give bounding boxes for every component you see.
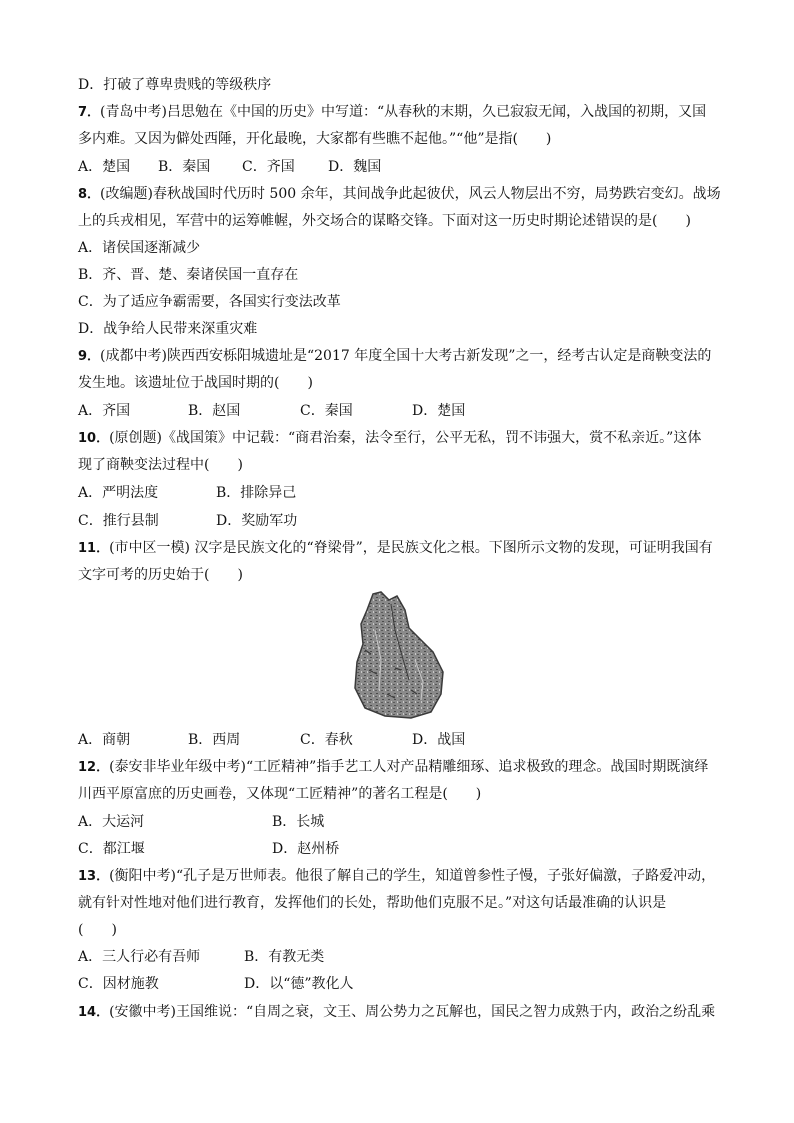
q10-option-c[interactable]: C．推行县制 xyxy=(78,513,159,529)
q11-number: 11． xyxy=(78,541,110,556)
q10-stem-line1 xyxy=(78,429,701,448)
q13-stem-line1 xyxy=(78,867,715,886)
q11-stem-line2: 文字可考的历史始于( ) xyxy=(78,567,243,583)
q14-stem-text: (安徽中考)王国维说：“自周之衰，文王、周公势力之瓦解也，国民之智力成熟于内，政治之纷乱乘 xyxy=(109,1004,716,1020)
q9-stem-line2: 发生地。该遗址位于战国时期的( ) xyxy=(78,375,313,391)
q12-number: 12． xyxy=(78,760,110,775)
q13-stem-line2: 就有针对性地对他们进行教育，发挥他们的长处，帮助他们克服不足。”对这句话最准确的认识是 xyxy=(78,895,667,911)
q9-number: 9． xyxy=(78,349,101,364)
q7-option-d[interactable]: D．魏国 xyxy=(328,159,382,175)
q10-option-b[interactable]: B．排除异己 xyxy=(216,485,297,501)
q13-option-c[interactable]: C．因材施教 xyxy=(78,976,159,992)
q13-stem-text: (衡阳中考)“孔子是万世师表。他很了解自己的学生，知道曾参性子慢，子张好偏激，子路爱冲动， xyxy=(109,868,716,884)
q9-option-c[interactable]: C．秦国 xyxy=(300,403,353,419)
q12-option-d[interactable]: D．赵州桥 xyxy=(272,841,340,857)
q13-option-d[interactable]: D．以“德”教化人 xyxy=(244,976,354,992)
q14-stem-line1 xyxy=(78,1003,715,1022)
q8-option-a[interactable]: A．诸侯国逐渐减少 xyxy=(78,240,201,256)
q9-option-b[interactable]: B．赵国 xyxy=(188,403,241,419)
q14-number: 14． xyxy=(78,1005,110,1020)
q11-option-d[interactable]: D．战国 xyxy=(412,732,466,748)
q10-stem-line2: 现了商鞅变法过程中( ) xyxy=(78,457,243,473)
q10-stem-text: (原创题)《战国策》中记载：“商君治秦，法令至行，公平无私，罚不讳强大，赏不私亲近。”这体 xyxy=(109,430,702,446)
q8-number: 8． xyxy=(78,187,101,202)
q9-stem-text: (成都中考)陕西西安栎阳城遗址是“2017 年度全国十大考古新发现”之一，经考古认定是商鞅变法的 xyxy=(100,348,712,364)
q12-stem-text: (泰安非毕业年级中考)“工匠精神”指手艺工人对产品精雕细琢、追求极致的理念。战国时期既演绎 xyxy=(109,759,709,775)
q11-option-c[interactable]: C．春秋 xyxy=(300,732,353,748)
q10-option-d[interactable]: D．奖励军功 xyxy=(216,513,298,529)
q8-stem-line1 xyxy=(78,185,721,204)
q7-stem-line1 xyxy=(78,103,706,122)
oracle-bone-fragment-image xyxy=(351,590,445,720)
q12-option-a[interactable]: A．大运河 xyxy=(78,814,145,830)
q12-option-c[interactable]: C．都江堰 xyxy=(78,841,145,857)
q13-option-a[interactable]: A．三人行必有吾师 xyxy=(78,949,201,965)
q7-number: 7． xyxy=(78,105,101,120)
q6-option-d: D．打破了尊卑贵贱的等级秩序 xyxy=(78,77,272,93)
q7-option-c[interactable]: C．齐国 xyxy=(242,159,295,175)
q7-option-a[interactable]: A．楚国 xyxy=(78,159,131,175)
q13-option-b[interactable]: B．有教无类 xyxy=(244,949,325,965)
q9-option-a[interactable]: A．齐国 xyxy=(78,403,131,419)
q7-stem-line2: 多内难。又因为僻处西陲，开化最晚，大家都有些瞧不起他。”“他”是指( ) xyxy=(78,131,552,147)
q10-option-a[interactable]: A．严明法度 xyxy=(78,485,159,501)
q8-option-c[interactable]: C．为了适应争霸需要，各国实行变法改革 xyxy=(78,294,341,310)
q9-stem-line1 xyxy=(78,347,711,366)
q13-answer-blank: ( ) xyxy=(78,922,117,938)
q10-number: 10． xyxy=(78,431,110,446)
q11-option-b[interactable]: B．西周 xyxy=(188,732,241,748)
q12-stem-line1 xyxy=(78,758,708,777)
q8-option-b[interactable]: B．齐、晋、楚、秦诸侯国一直存在 xyxy=(78,267,299,283)
q12-stem-line2: 川西平原富庶的历史画卷，又体现“工匠精神”的著名工程是( ) xyxy=(78,786,482,802)
q8-option-d[interactable]: D．战争给人民带来深重灾难 xyxy=(78,321,258,337)
q7-stem-text: (青岛中考)吕思勉在《中国的历史》中写道：“从春秋的末期，久已寂寂无闻，入战国的初期，又国 xyxy=(100,104,707,120)
q8-stem-text: (改编题)春秋战国时代历时 500 余年，其间战争此起彼伏，风云人物层出不穷，局势跌宕变幻。战场 xyxy=(100,186,721,202)
q9-option-d[interactable]: D．楚国 xyxy=(412,403,466,419)
q8-stem-line2: 上的兵戎相见，军营中的运筹帷幄，外交场合的谋略交锋。下面对这一历史时期论述错误的是( ) xyxy=(78,213,691,229)
q11-stem-line1 xyxy=(78,539,713,558)
q12-option-b[interactable]: B．长城 xyxy=(272,814,325,830)
q11-stem-text: (市中区一模) 汉字是民族文化的“脊梁骨”，是民族文化之根。下图所示文物的发现，可证明我国有 xyxy=(109,540,713,556)
q11-option-a[interactable]: A．商朝 xyxy=(78,732,131,748)
q13-number: 13． xyxy=(78,869,110,884)
q7-option-b[interactable]: B．秦国 xyxy=(158,159,211,175)
